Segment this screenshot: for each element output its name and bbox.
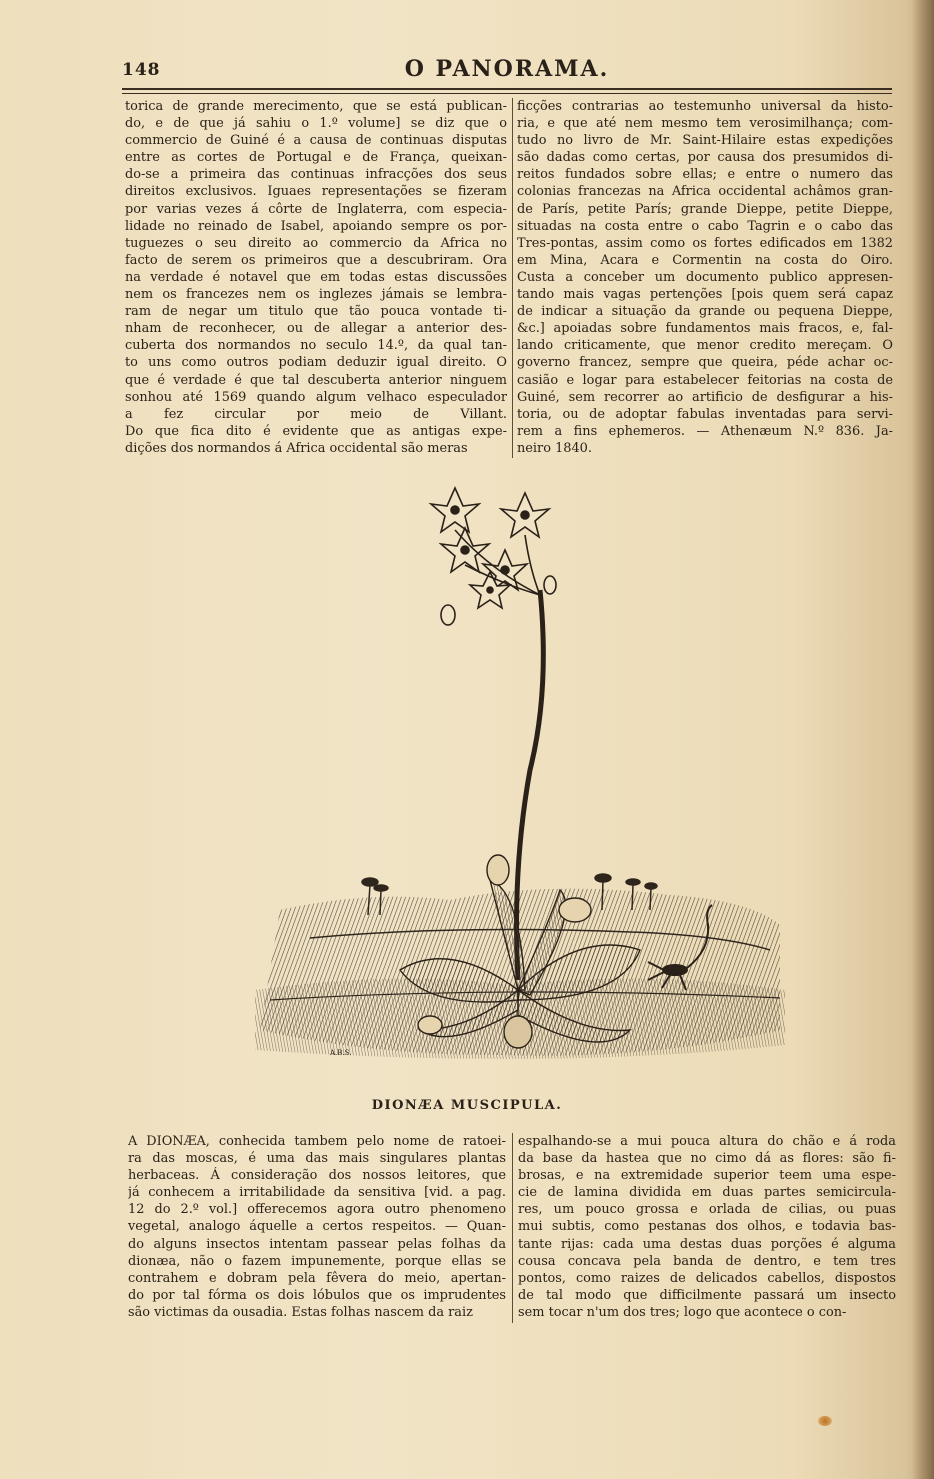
text-line: ficções contrarias ao testemunho universal da histo- [517,99,893,114]
text-line: em Mina, Acara e Cormentin na costa do Oiro. [517,252,893,268]
text-line: brosas, e na extremidade superior teem uma espe- [518,1168,896,1184]
bottom-right-column [518,1133,896,1321]
text-line: cousa concava pela banda de dentro, e tem tres [518,1253,896,1269]
text-line: Custa a conceber um documento publico appresen- [517,269,893,285]
text-line: dionæa, não o fazem impunemente, porque ellas se [128,1253,506,1269]
text-line: do por tal fórma os dois lóbulos que os imprudentes [128,1287,506,1303]
text-line: rem a fins ephemeros. — Athenæum N.º 836. Ja- [517,423,893,439]
header-rule-thin [122,93,892,94]
text-line: cie de lamina dividida em duas partes semicircula- [518,1185,896,1201]
text-line: Tres-pontas, assim como os fortes edificados em 1382 [517,235,893,251]
top-left-column [125,98,507,457]
bottom-left-column [128,1133,506,1321]
text-line: herbaceas. Á consideração dos nossos leitores, que [128,1168,506,1184]
text-line: Do que fica dito é evidente que as antigas expe- [125,423,507,439]
text-line: lidade no reinado de Isabel, apoiando sempre os por- [125,218,507,234]
paper-stain [818,1416,832,1426]
figure-caption: DIONÆA MUSCIPULA. [371,1098,563,1113]
text-line: ra das moscas, é uma das mais singulares plantas [128,1151,506,1167]
journal-title: O PANORAMA. [404,56,610,82]
text-line: Guiné, sem recorrer ao artificio de desfigurar a his- [517,389,893,405]
text-line: facto de serem os primeiros que a descubriram. Ora [125,252,507,268]
dionaea-engraving [250,470,790,1090]
page-header [122,54,892,86]
text-line: torica de grande merecimento, que se está publican- [125,99,507,114]
text-line: por varias vezes á côrte de Inglaterra, com especia- [125,201,507,217]
header-rule [122,88,892,90]
column-divider [512,1133,513,1323]
text-line: A DIONÆA, conhecida tambem pelo nome de ratoei- [128,1134,506,1149]
text-line: res, um pouco grossa e orlada de cilias, ou puas [518,1202,896,1218]
text-line: são dadas como certas, por causa dos presumidos di- [517,150,893,166]
text-line: tando mais vagas pertenções [pois quem será capaz [517,287,893,303]
flower-cluster [431,488,556,625]
text-line: que é verdade é que tal descuberta anterior ninguem [125,372,507,388]
text-line: do-se a primeira das continuas infracções dos seus [125,167,507,183]
page-binding-shadow [912,0,934,1479]
text-line: do alguns insectos intentam passear pelas folhas da [128,1236,506,1252]
text-line: a fez circular por meio de Villant. [125,406,507,422]
text-line: mui subtis, como pestanas dos olhos, e todavia bas- [518,1219,896,1235]
text-line: tuguezes o seu direito ao commercio da Africa no [125,235,507,251]
text-line: dições dos normandos á Africa occidental são meras [125,440,468,456]
text-line: ria, e que até nem mesmo tem verosimilhança; com- [517,116,893,132]
text-line: entre as cortes de Portugal e de França, queixan- [125,150,507,166]
page-number: 148 [122,60,161,80]
text-line: sonhou até 1569 quando algum velhaco especulador [125,389,507,405]
text-line: contrahem e dobram pela fêvera do meio, apertan- [128,1270,506,1286]
text-line: espalhando-se a mui pouca altura do chão e á roda [518,1134,896,1149]
text-line: pontos, como raizes de delicados cabellos, dispostos [518,1270,896,1286]
text-line: &c.] apoiadas sobre fundamentos mais fracos, e, fal- [517,321,893,337]
top-right-column [517,98,893,457]
text-line: casião e logar para estabelecer feitorias na costa de [517,372,893,388]
text-line: lando criticamente, que menor credito mereçam. O [517,338,893,354]
text-line: toria, ou de adoptar fabulas inventadas para servi- [517,406,893,422]
text-line: 12 do 2.º vol.] offerecemos agora outro phenomeno [128,1202,506,1218]
text-line: da base da hastea que no cimo dá as flores: são fi- [518,1151,896,1167]
text-line: ram de negar um titulo que tão pouca vontade ti- [125,304,507,320]
text-line: neiro 1840. [517,440,592,456]
text-line: situadas na costa entre o cabo Tagrin e o cabo das [517,218,893,234]
text-line: nham de reconhecer, ou de allegar a anterior des- [125,321,507,337]
text-line: de indicar a situação da grande ou pequena Dieppe, [517,304,893,320]
text-line: commercio de Guiné é a causa de continuas disputas [125,133,507,149]
text-line: colonias francezas na Africa occidental achâmos gran- [517,184,893,200]
engraver-mark: A.B.S. [330,1049,352,1057]
text-line: vegetal, analogo áquelle a certos respeitos. — Quan- [128,1219,506,1235]
text-line: governo francez, sempre que queira, péde achar oc- [517,355,893,371]
text-line: de París, petite París; grande Dieppe, petite Dieppe, [517,201,893,217]
text-line: cuberta dos normandos no seculo 14.º, da qual tan- [125,338,507,354]
text-line: do, e de que já sahiu o 1.º volume] se diz que o [125,116,507,132]
text-line: tante rijas: cada uma destas duas porções é alguma [518,1236,896,1252]
text-line: reitos fundados sobre ellas; e entre o numero das [517,167,893,183]
text-line: sem tocar n'um dos tres; logo que acontece o con- [518,1304,847,1320]
text-line: na verdade é notavel que em todas estas discussões [125,269,507,285]
text-line: de tal modo que difficilmente passará um insecto [518,1287,896,1303]
text-line: tudo no livro de Mr. Saint-Hilaire estas expedições [517,133,893,149]
column-divider [512,98,513,458]
text-line: direitos exclusivos. Iguaes representações se fizeram [125,184,507,200]
text-line: to uns como outros podiam deduzir igual direito. O [125,355,507,371]
text-line: nem os francezes nem os inglezes jámais se lembra- [125,287,507,303]
text-line: já conhecem a irritabilidade da sensitiva [vid. a pag. [128,1185,506,1201]
text-line: são victimas da ousadia. Estas folhas nascem da raiz [128,1304,473,1320]
